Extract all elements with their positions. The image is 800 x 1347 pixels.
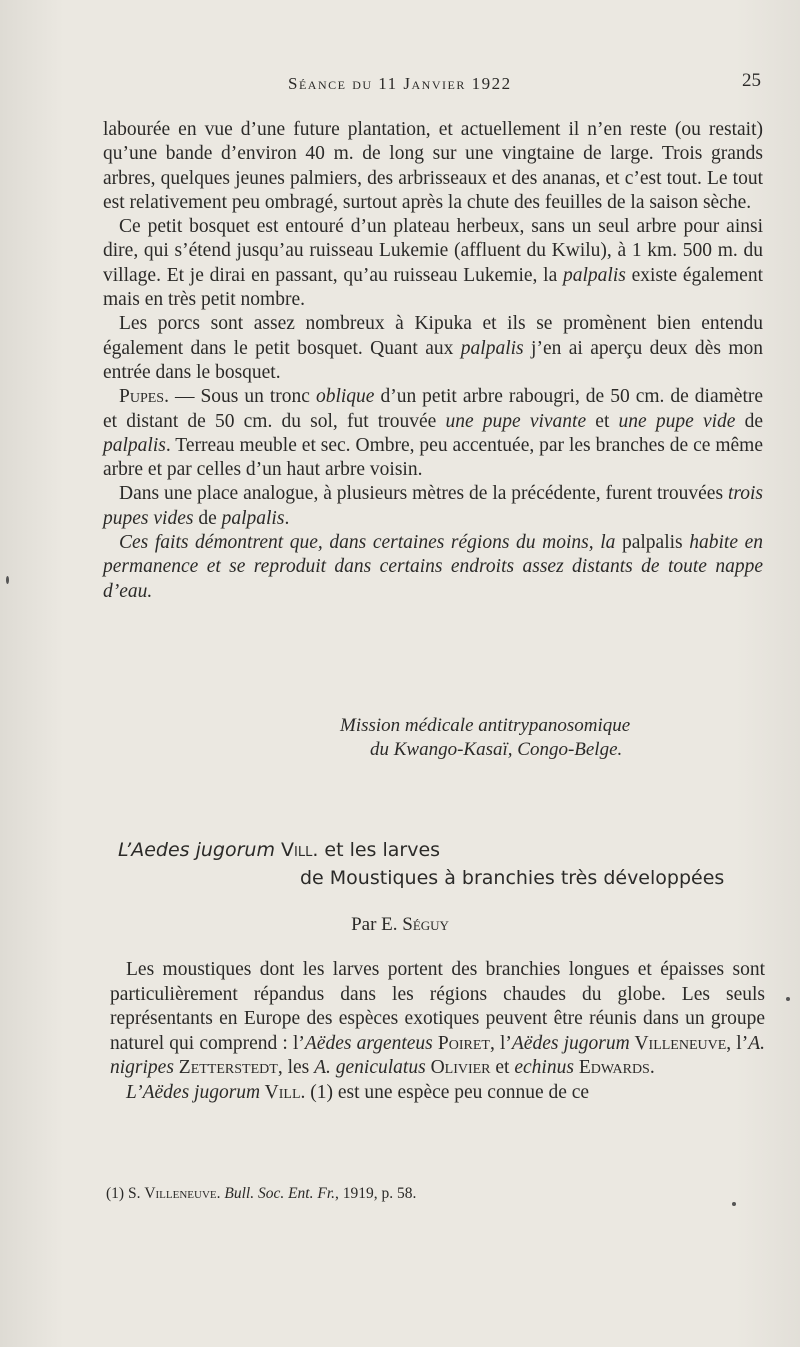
article-title xyxy=(118,836,758,892)
scan-speck xyxy=(732,1202,736,1206)
paragraph-5: Dans une place analogue, à plusieurs mètres de la précédente, furent trouvées trois pupes vides de palpalis. xyxy=(103,483,763,529)
paragraph-4: Pupes. — Sous un tronc oblique d’un petit arbre rabougri, de 50 cm. de diamètre et distant de 50 cm. du sol, fut trouvée une pupe vivante et une pupe vide de palpalis. Terreau meuble et sec. Ombre, peu accentuée, par les branches de ce même arbre et par celles d’un haut arbre voisin. xyxy=(103,386,764,481)
article-author: Par E. Séguy xyxy=(351,914,449,935)
scan-speck xyxy=(786,997,790,1001)
article-text xyxy=(110,958,765,1106)
paragraph-6: Ces faits démontrent que, dans certaines régions du moins, la palpalis habite en permanence et se reproduit dans certains endroits assez distants de toute nappe d’eau. xyxy=(103,532,763,602)
body-text xyxy=(103,118,763,604)
paragraph-3: Les porcs sont assez nombreux à Kipuka et ils se promènent bien entendu également dans le petit bosquet. Quant aux palpalis j’en ai aperçu deux dès mon entrée dans le bosquet. xyxy=(103,313,763,383)
signature-line-1: Mission médicale antitrypanosomique xyxy=(340,715,631,736)
page-header xyxy=(0,70,800,98)
scan-speck xyxy=(6,576,9,584)
running-head: Séance du 11 Janvier 1922 xyxy=(288,74,512,93)
article-paragraph-2: L’Aëdes jugorum Vill. (1) est une espèce peu connue de ce xyxy=(126,1081,590,1103)
signature-block xyxy=(340,714,740,762)
paragraph-1: labourée en vue d’une future plantation, et actuellement il n’en reste (ou restait) qu’une bande d’environ 40 m. de long sur une vingtaine de large. Trois grands arbres, quelques jeunes palmiers, des arbrisseaux et des ananas, et c’est tout. Le tout est relativement peu ombragé, surtout après la chute des feuilles de la saison sèche. xyxy=(103,119,763,213)
signature-line-2: du Kwango-Kasaï, Congo-Belge. xyxy=(370,739,623,760)
title-line-2: de Moustiques à branchies très développées xyxy=(300,867,725,889)
page-number: 25 xyxy=(742,70,761,91)
title-line-1: L’Aedes jugorum Vill. et les larves xyxy=(118,839,441,861)
article-paragraph-1: Les moustiques dont les larves portent des branchies longues et épaisses sont particulièrement répandus dans les régions chaudes du globe. Les seuls représentants en Europe des espèces exotiques peuvent être réunis dans un groupe naturel qui comprend : l’Aëdes argenteus Poiret, l’Aëdes jugorum Villeneuve, l’A. nigripes Zetterstedt, les A. geniculatus Olivier et echinus Edwards. xyxy=(110,959,766,1079)
paragraph-2: Ce petit bosquet est entouré d’un plateau herbeux, sans un seul arbre pour ainsi dire, qui s’étend jusqu’au ruisseau Lukemie (affluent du Kwilu), à 1 km. 500 m. du village. Et je dirai en passant, qu’au ruisseau Lukemie, la palpalis existe également mais en très petit nombre. xyxy=(103,216,764,311)
footnote: (1) S. Villeneuve. Bull. Soc. Ent. Fr., 1919, p. 58. xyxy=(106,1185,417,1202)
